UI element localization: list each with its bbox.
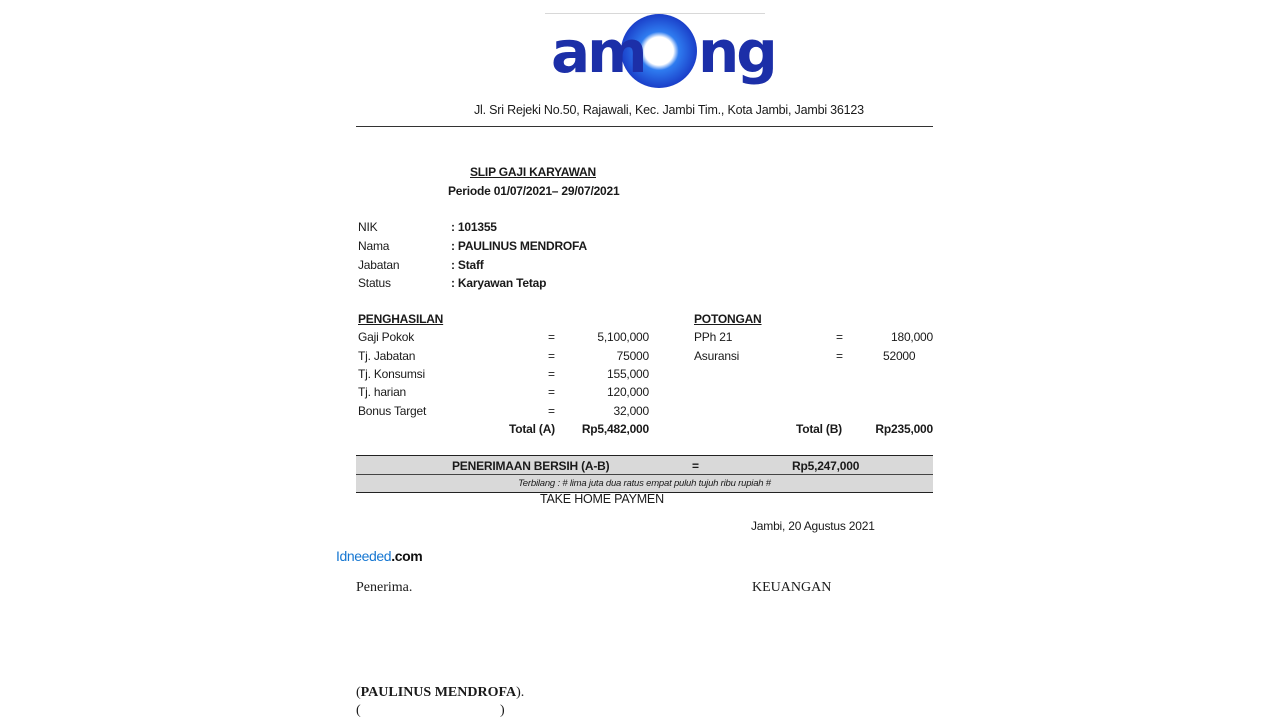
employee-field-value: : Staff [451,258,484,272]
header-divider [356,126,933,127]
receiver-label: Penerima. [356,580,413,595]
net-pay-spelled: Terbilang : # lima juta dua ratus empat puluh tujuh ribu rupiah # [518,478,771,489]
income-row-label: Bonus Target [358,404,427,418]
income-heading: PENGHASILAN [358,312,444,326]
slip-title: SLIP GAJI KARYAWAN [470,165,596,179]
employee-field-label: Jabatan [358,258,400,272]
income-row-amount: 5,100,000 [597,330,649,344]
blank-close: ) [500,703,505,718]
employee-field-label: Nama [358,239,390,253]
employee-field-value: : 101355 [451,220,497,234]
paren-open: ( [356,685,361,700]
income-total-value: Rp5,482,000 [581,422,649,436]
deduction-row-label: PPh 21 [694,330,733,344]
net-pay-divider [356,474,933,475]
net-pay-eq: = [692,459,699,473]
income-row-eq: = [548,330,555,344]
income-row-label: Gaji Pokok [358,330,415,344]
income-row-amount: 32,000 [613,404,649,418]
employee-field-label: Status [358,276,391,290]
deduction-row-amount: 52000 [883,349,916,363]
income-total-label: Total (A) [509,422,555,436]
company-address: Jl. Sri Rejeki No.50, Rajawali, Kec. Jambi Tim., Kota Jambi, Jambi 36123 [474,103,864,117]
employee-field-label: NIK [358,220,378,234]
watermark-part2: .com [391,548,423,564]
place-date: Jambi, 20 Agustus 2021 [751,519,875,533]
receiver-name: PAULINUS MENDROFA [360,685,517,700]
svg-text:am: am [551,18,645,86]
income-row-amount: 75000 [616,349,649,363]
deductions-total-value: Rp235,000 [875,422,933,436]
income-row-eq: = [548,385,555,399]
net-pay-value: Rp5,247,000 [792,459,860,473]
watermark [336,548,422,564]
deductions-heading: POTONGAN [694,312,762,326]
watermark-part1: Idneeded [336,548,392,564]
income-row-eq: = [548,367,555,381]
deduction-row-amount: 180,000 [891,330,933,344]
employee-field-value: : Karyawan Tetap [451,276,547,290]
paren-close: ). [516,685,525,700]
finance-label: KEUANGAN [752,580,832,595]
take-home-label: TAKE HOME PAYMEN [540,492,664,506]
svg-text:ng: ng [698,18,775,86]
deduction-row-eq: = [836,330,843,344]
slip-period: Periode 01/07/2021– 29/07/2021 [448,184,620,198]
income-row-amount: 120,000 [607,385,649,399]
income-row-label: Tj. Jabatan [358,349,416,363]
blank-open: ( [356,703,361,718]
employee-field-value: : PAULINUS MENDROFA [451,239,587,253]
income-row-label: Tj. Konsumsi [358,367,425,381]
income-row-eq: = [548,404,555,418]
company-logo [545,8,775,96]
net-pay-label: PENERIMAAN BERSIH (A-B) [452,459,610,473]
deduction-row-eq: = [836,349,843,363]
deductions-total-label: Total (B) [796,422,842,436]
deduction-row-label: Asuransi [694,349,740,363]
income-row-amount: 155,000 [607,367,649,381]
income-row-label: Tj. harian [358,385,407,399]
receiver-signature-line [356,685,524,701]
income-row-eq: = [548,349,555,363]
